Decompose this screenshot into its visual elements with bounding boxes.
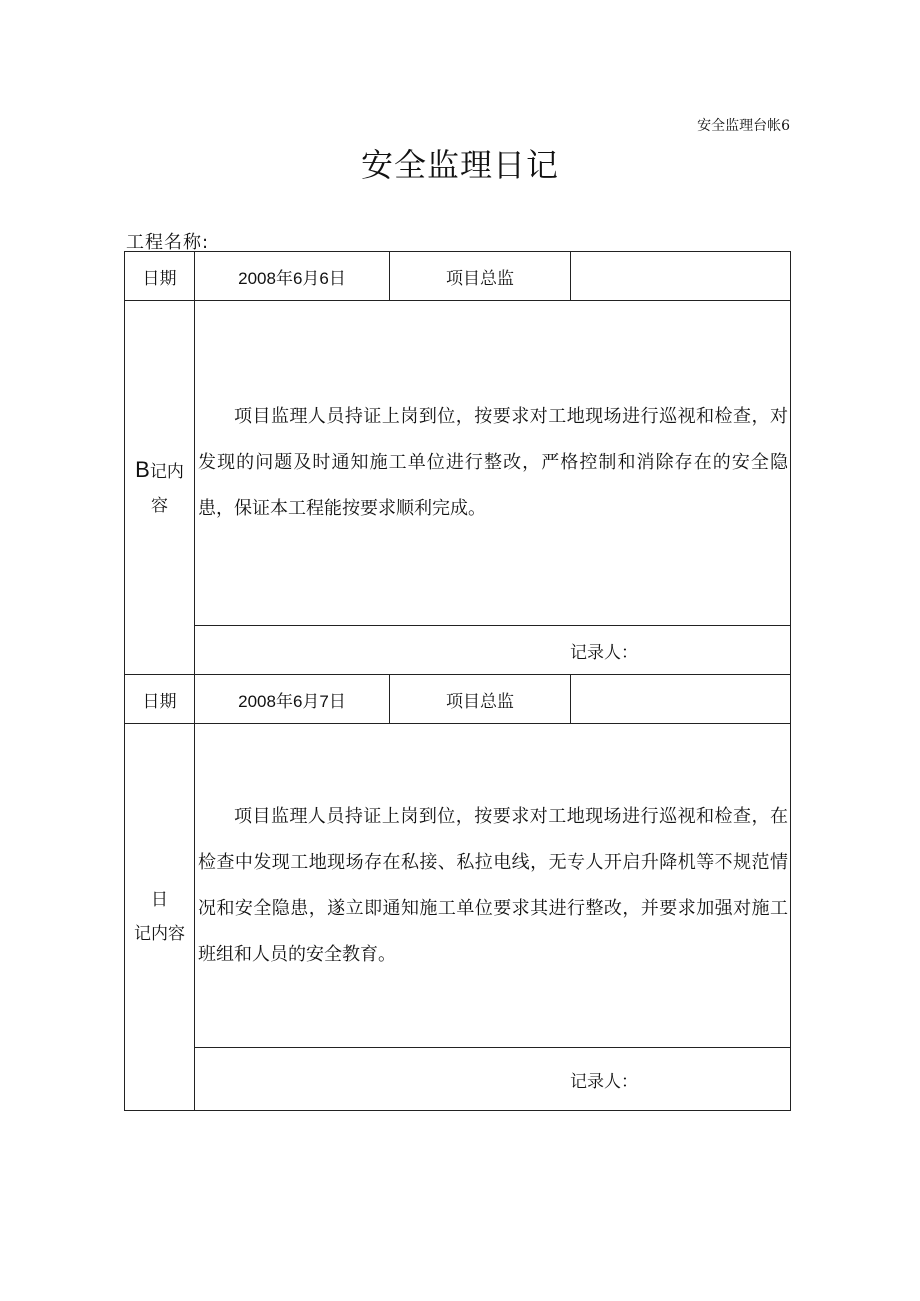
entry-2-content-row: [125, 724, 791, 1048]
diary-content-side-label: [125, 724, 195, 1111]
supervisor-label: 项目总监: [390, 675, 571, 724]
entry-1-date-row: [125, 252, 791, 301]
entry-2-recorder-row: [125, 1048, 791, 1111]
entry-1-content-row: [125, 301, 791, 626]
recorder-label: 记录人：: [195, 1048, 791, 1111]
side-label-prefix: B: [135, 456, 150, 482]
diary-content-text: 项目监理人员持证上岗到位，按要求对工地现场进行巡视和检查，对发现的问题及时通知施工单位进行整改，严格控制和消除存在的安全隐患，保证本工程能按要求顺利完成。: [198, 406, 788, 519]
supervisor-value-field[interactable]: [571, 252, 791, 301]
supervisor-value-field[interactable]: [571, 675, 791, 724]
diary-content-side-label: [125, 301, 195, 675]
entry-2-date-row: [125, 675, 791, 724]
date-label: 日期: [125, 252, 195, 301]
diary-content-cell[interactable]: [195, 301, 791, 626]
project-name-label: 工程名称:: [126, 232, 210, 253]
side-label-line1: 日: [151, 890, 168, 910]
date-value: 2008年6月7日: [195, 675, 390, 724]
page-title: 安全监理日记: [360, 146, 559, 184]
side-label-line1: 记内: [149, 461, 184, 482]
side-label-line2: 容: [151, 495, 168, 516]
date-label: 日期: [125, 675, 195, 724]
ledger-reference: 安全监理台帐6: [697, 118, 790, 134]
entry-1-recorder-row: [125, 626, 791, 675]
supervisor-label: 项目总监: [390, 252, 571, 301]
side-label-line2: 记内容: [134, 924, 185, 944]
diary-content-text: 项目监理人员持证上岗到位，按要求对工地现场进行巡视和检查，在检查中发现工地现场存在私接、私拉电线，无专人开启升降机等不规范情况和安全隐患，遂立即通知施工单位要求其进行整改，并要求加强对施工班组和人员的安全教育。: [198, 805, 788, 965]
date-value: 2008年6月6日: [195, 252, 390, 301]
diary-content-cell[interactable]: [195, 724, 791, 1048]
recorder-label: 记录人：: [195, 626, 791, 675]
diary-table: [124, 251, 791, 1111]
